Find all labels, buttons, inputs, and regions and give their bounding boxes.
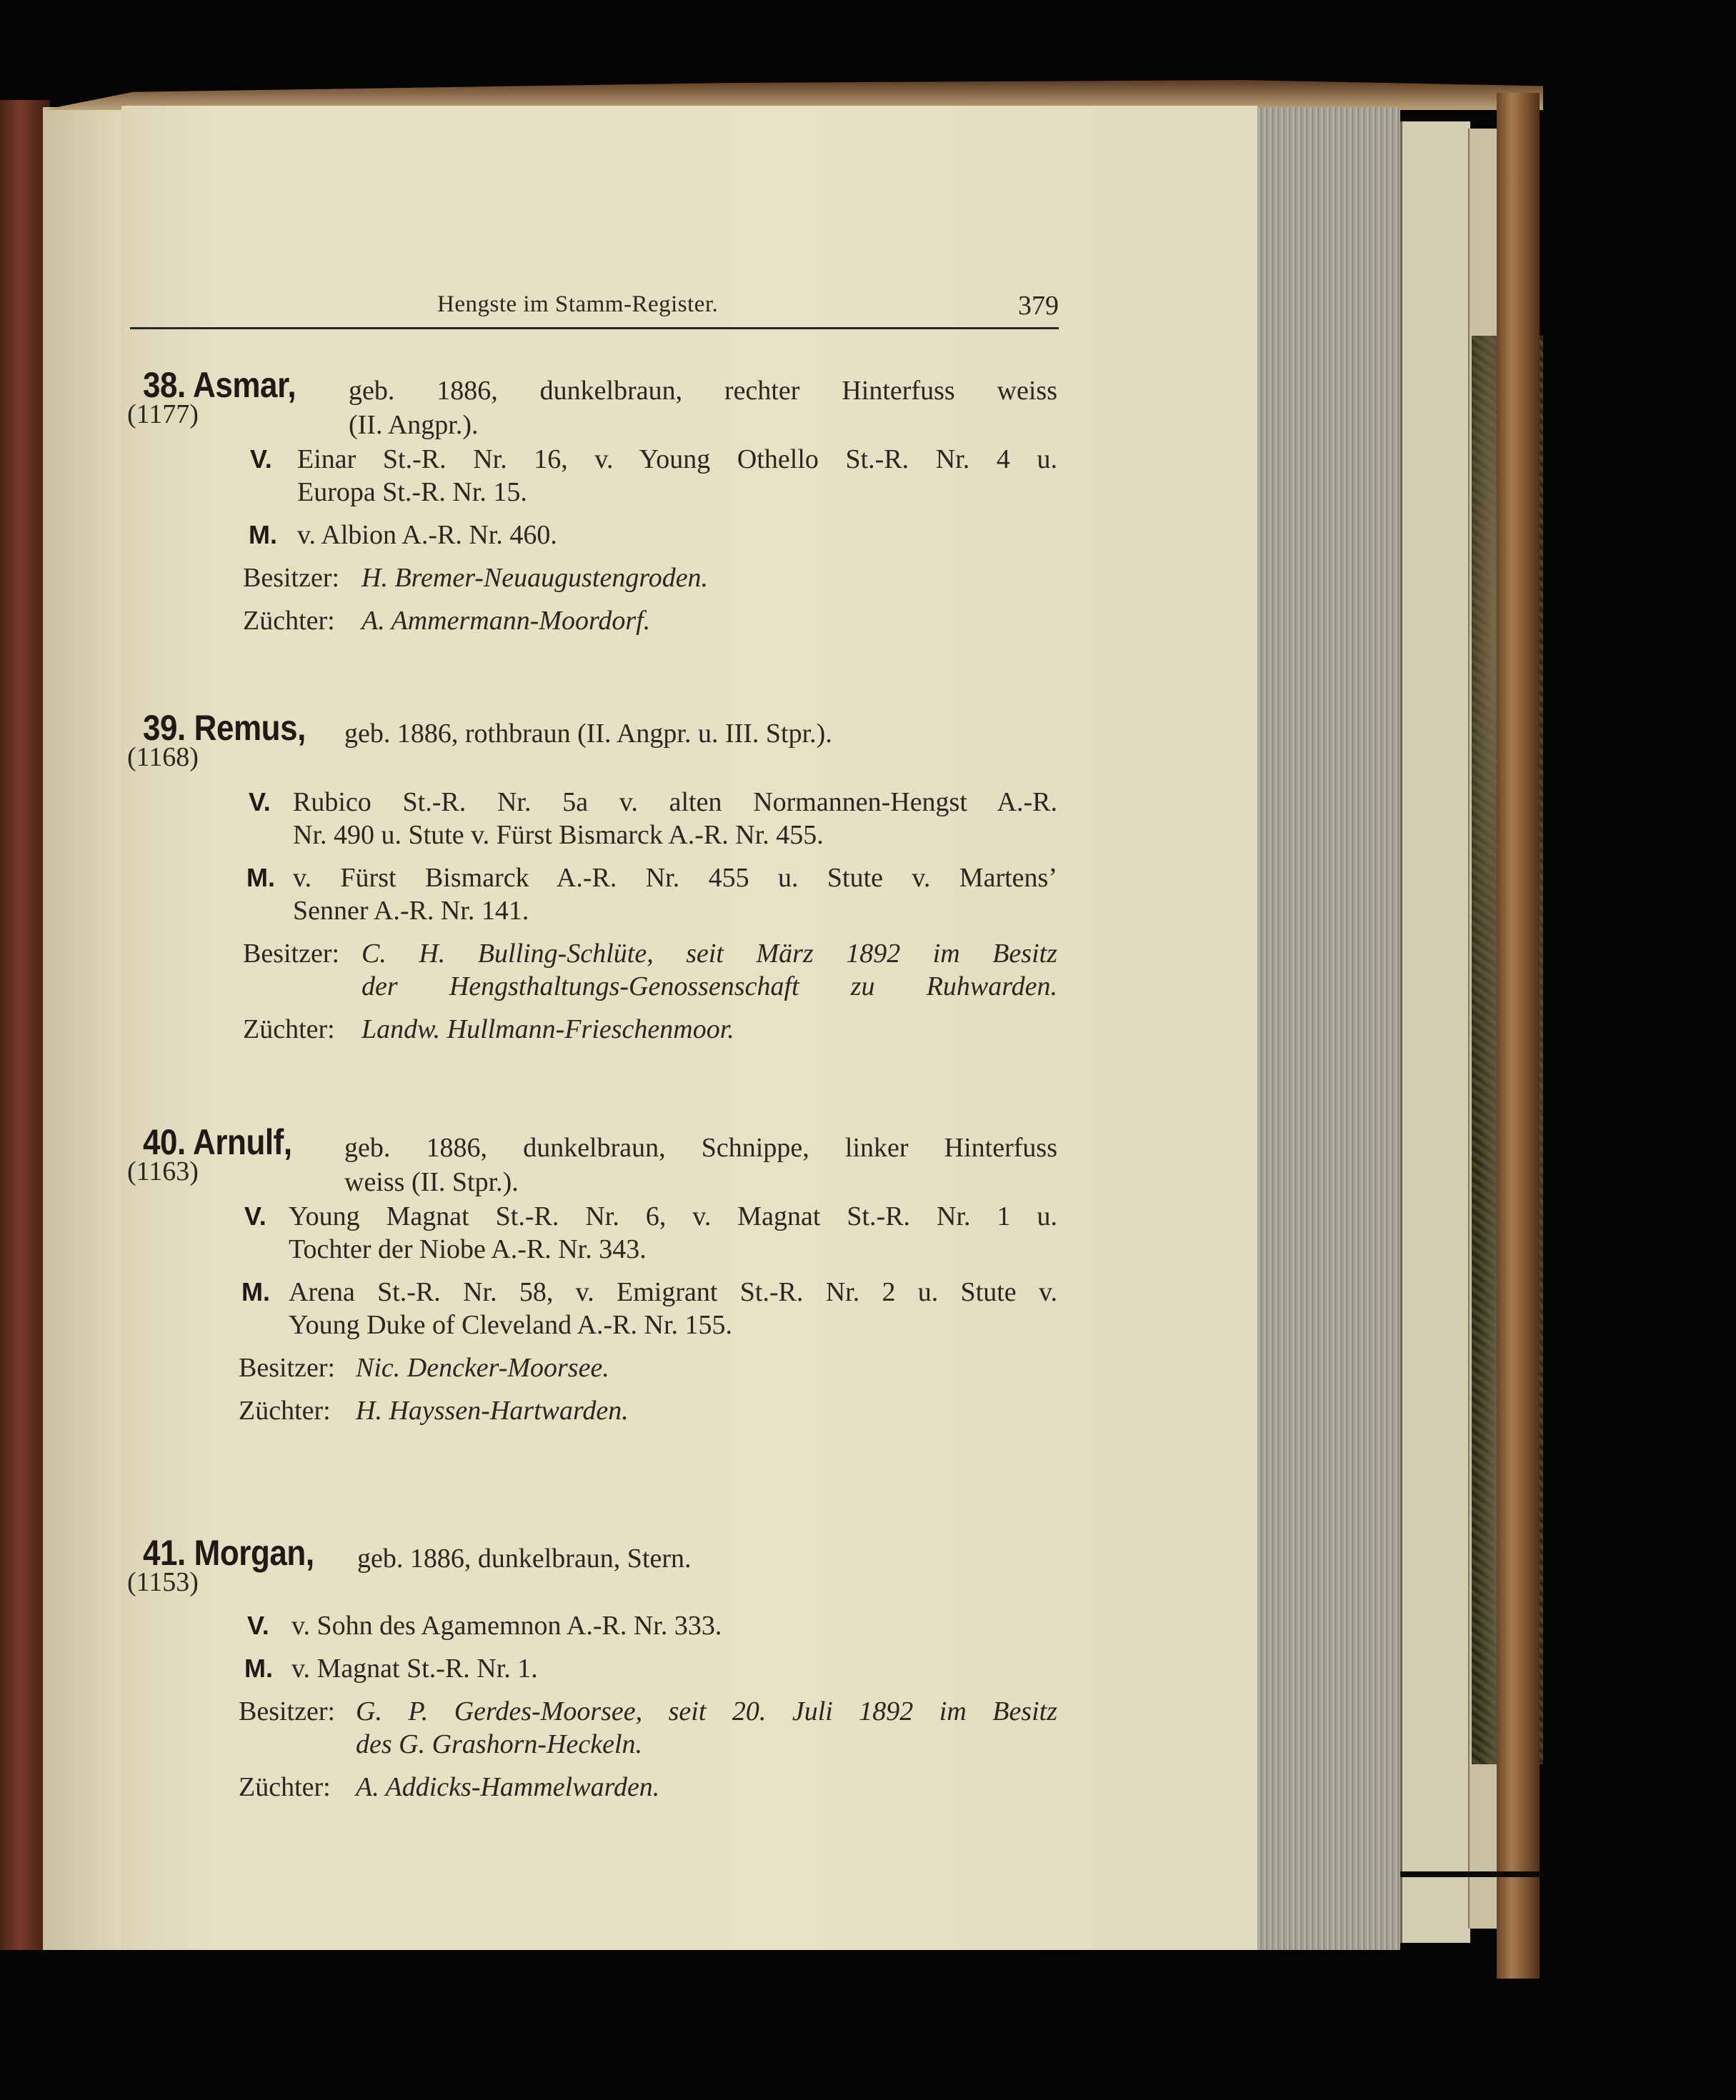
sire-text-cont: Nr. 490 u. Stute v. Fürst Bismarck A.-R. Nr. 455.: [293, 820, 824, 850]
owner-text-cont: des G. Grashorn-Heckeln.: [356, 1729, 643, 1759]
left-page-edge: [43, 107, 124, 1950]
dam-text-cont: Senner A.-R. Nr. 141.: [293, 896, 529, 926]
sire-line: [121, 786, 1064, 851]
owner-line: [121, 561, 1064, 594]
entry-number-name: 38. Asmar,: [143, 365, 296, 405]
entry-41: [121, 1532, 1064, 1804]
sire-line: [121, 1200, 1064, 1266]
breeder-text: Landw. Hullmann-Frieschenmoor.: [361, 1014, 734, 1044]
dam-line: [121, 519, 1064, 551]
entry-39: [121, 707, 1064, 1046]
bookmark-ribbon: [1400, 1871, 1543, 1877]
entry-number-name: 40. Arnulf,: [143, 1122, 292, 1162]
entry-description-cont: weiss (II. Stpr.).: [344, 1167, 519, 1197]
dam-text: v. Fürst Bismarck A.-R. Nr. 455 u. Stute v. Martens’: [293, 863, 1057, 893]
sire-text: Rubico St.-R. Nr. 5a v. alten Normannen-Hengst A.-R.: [293, 787, 1057, 817]
owner-label: Besitzer:: [239, 1696, 336, 1726]
owner-line: [121, 937, 1064, 1003]
owner-text: C. H. Bulling-Schlüte, seit März 1892 im Besitz: [361, 939, 1057, 969]
owner-label: Besitzer:: [239, 1353, 336, 1383]
owner-label: Besitzer:: [243, 563, 340, 593]
dam-label: M.: [246, 863, 275, 892]
dam-line: [121, 861, 1064, 927]
dam-label: M.: [244, 1654, 273, 1683]
owner-text: Nic. Dencker-Moorsee.: [356, 1353, 609, 1383]
running-head: [130, 286, 1059, 329]
dam-line: [121, 1276, 1064, 1341]
page-stack: [1257, 107, 1400, 1950]
dam-label: M.: [241, 1277, 270, 1306]
register-number: (1168): [127, 742, 199, 772]
entry-38: [121, 364, 1064, 637]
sire-line: [121, 443, 1064, 509]
entry-description: geb. 1886, dunkelbraun, Stern.: [357, 1544, 692, 1574]
breeder-label: Züchter:: [239, 1396, 331, 1426]
register-number: (1153): [127, 1567, 199, 1597]
breeder-label: Züchter:: [239, 1772, 331, 1802]
dam-line: [121, 1652, 1064, 1685]
sire-text: v. Sohn des Agamemnon A.-R. Nr. 333.: [291, 1611, 722, 1641]
breeder-line: [121, 1394, 1064, 1427]
breeder-label: Züchter:: [243, 606, 335, 636]
sire-text: Einar St.-R. Nr. 16, v. Young Othello St.-R. Nr. 4 u.: [297, 444, 1057, 474]
owner-text: H. Bremer-Neuaugustengroden.: [361, 563, 709, 593]
sire-label: V.: [249, 787, 271, 816]
breeder-label: Züchter:: [243, 1014, 335, 1044]
page-block: [1400, 121, 1470, 1943]
entry-number-name: 39. Remus,: [143, 708, 306, 748]
entry-description: geb. 1886, dunkelbraun, rechter Hinterfuss weiss: [349, 376, 1057, 406]
owner-line: [121, 1695, 1064, 1761]
entry-number-name: 41. Morgan,: [143, 1533, 314, 1573]
breeder-text: H. Hayssen-Hartwarden.: [356, 1396, 629, 1426]
dam-text: v. Albion A.-R. Nr. 460.: [297, 520, 557, 550]
breeder-line: [121, 1013, 1064, 1046]
owner-text: G. P. Gerdes-Moorsee, seit 20. Juli 1892 im Besitz: [356, 1696, 1057, 1726]
dam-text-cont: Young Duke of Cleveland A.-R. Nr. 155.: [289, 1310, 733, 1340]
dam-label: M.: [249, 520, 277, 549]
owner-text-cont: der Hengsthaltungs-Genossenschaft zu Ruhwarden.: [361, 971, 1057, 1001]
entry-description: geb. 1886, rothbraun (II. Angpr. u. III. Stpr.).: [344, 719, 832, 749]
sire-label: V.: [247, 1611, 269, 1640]
breeder-text: A. Ammermann-Moordorf.: [361, 606, 651, 636]
entry-description: geb. 1886, dunkelbraun, Schnippe, linker Hinterfuss: [344, 1133, 1057, 1163]
sire-text-cont: Tochter der Niobe A.-R. Nr. 343.: [289, 1234, 647, 1264]
register-number: (1163): [127, 1156, 199, 1186]
running-title: Hengste im Stamm-Register.: [437, 291, 719, 317]
book-cover-right: [1497, 93, 1540, 1979]
owner-line: [121, 1351, 1064, 1384]
owner-label: Besitzer:: [243, 939, 340, 969]
register-number: (1177): [127, 399, 199, 429]
sire-text-cont: Europa St.-R. Nr. 15.: [297, 477, 527, 507]
entry-40: [121, 1121, 1064, 1427]
entry-description-cont: (II. Angpr.).: [349, 410, 479, 440]
sire-text: Young Magnat St.-R. Nr. 6, v. Magnat St.-R. Nr. 1 u.: [289, 1201, 1057, 1231]
dam-text: v. Magnat St.-R. Nr. 1.: [291, 1654, 538, 1684]
breeder-line: [121, 1771, 1064, 1804]
page-number: 379: [1018, 291, 1059, 321]
sire-label: V.: [250, 444, 272, 474]
breeder-line: [121, 604, 1064, 637]
sire-line: [121, 1609, 1064, 1642]
sire-label: V.: [244, 1201, 266, 1231]
dam-text: Arena St.-R. Nr. 58, v. Emigrant St.-R. Nr. 2 u. Stute v.: [289, 1277, 1057, 1307]
breeder-text: A. Addicks-Hammelwarden.: [356, 1772, 660, 1802]
